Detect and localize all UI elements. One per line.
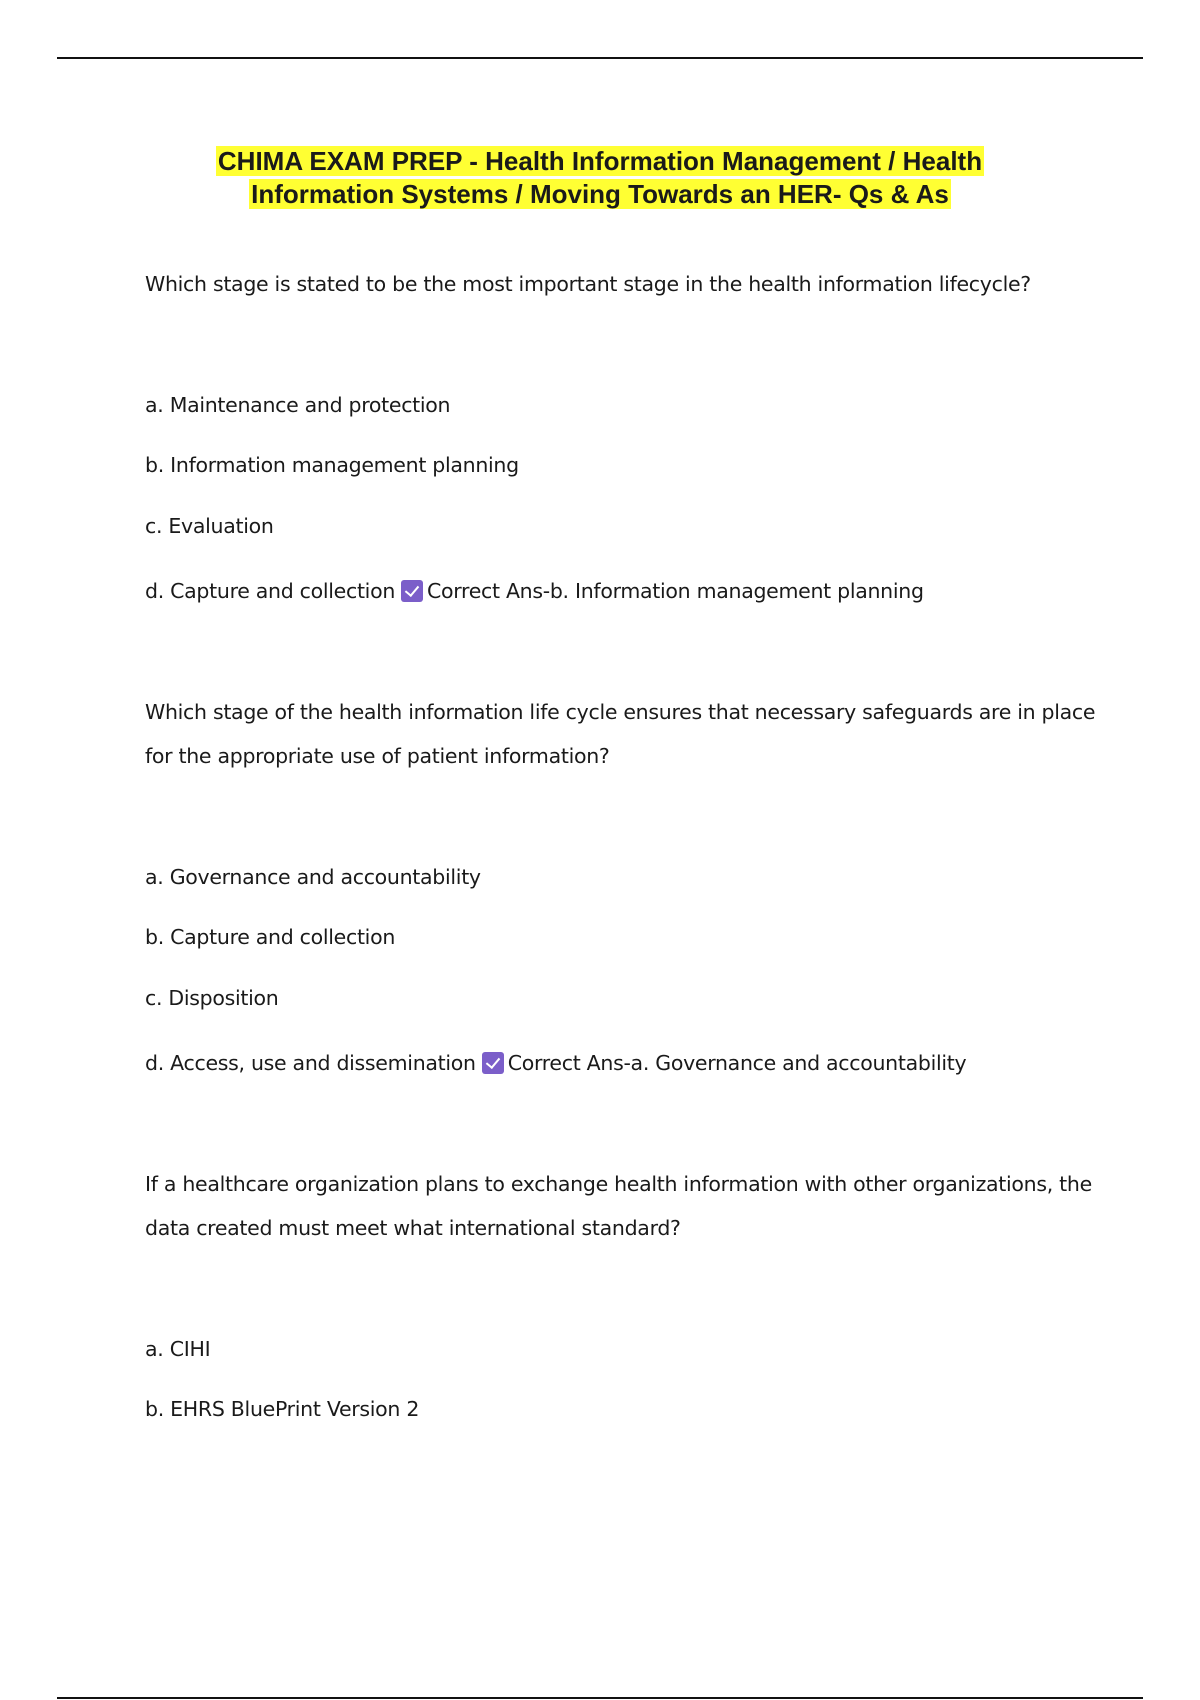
- question-2-option-c: c. Disposition: [145, 986, 279, 1010]
- question-3-option-b: b. EHRS BluePrint Version 2: [145, 1397, 420, 1421]
- checkbox-icon: [482, 1052, 504, 1074]
- question-2-prompt-line-2: for the appropriate use of patient information?: [145, 744, 610, 768]
- question-1-option-c: c. Evaluation: [145, 514, 274, 538]
- question-1-option-a: a. Maintenance and protection: [145, 393, 451, 417]
- question-2-option-d-row: [145, 1051, 966, 1075]
- question-3-option-a: a. CIHI: [145, 1337, 211, 1361]
- checkbox-icon: [401, 580, 423, 602]
- question-2-option-d: d. Access, use and dissemination: [145, 1051, 476, 1075]
- question-2-option-a: a. Governance and accountability: [145, 865, 481, 889]
- title-line-2: Information Systems / Moving Towards an HER- Qs & As: [251, 179, 949, 209]
- bottom-rule: [57, 1697, 1143, 1699]
- question-2-prompt-line-1: Which stage of the health information life cycle ensures that necessary safeguards are in place: [145, 700, 1096, 724]
- title-line-1: CHIMA EXAM PREP - Health Information Management / Health: [217, 146, 983, 176]
- question-1-prompt: Which stage is stated to be the most important stage in the health information lifecycle?: [145, 272, 1031, 296]
- question-1-answer: Correct Ans-b. Information management planning: [427, 579, 924, 603]
- question-1-option-d-row: [145, 579, 924, 603]
- document-title: [100, 145, 1100, 211]
- question-1-option-d: d. Capture and collection: [145, 579, 396, 603]
- question-2-answer: Correct Ans-a. Governance and accountability: [507, 1051, 967, 1075]
- question-1-option-b: b. Information management planning: [145, 453, 519, 477]
- question-3-prompt-line-2: data created must meet what international standard?: [145, 1216, 681, 1240]
- question-3-prompt-line-1: If a healthcare organization plans to exchange health information with other organizations, the: [145, 1172, 1092, 1196]
- question-2-option-b: b. Capture and collection: [145, 925, 396, 949]
- top-rule: [57, 57, 1143, 59]
